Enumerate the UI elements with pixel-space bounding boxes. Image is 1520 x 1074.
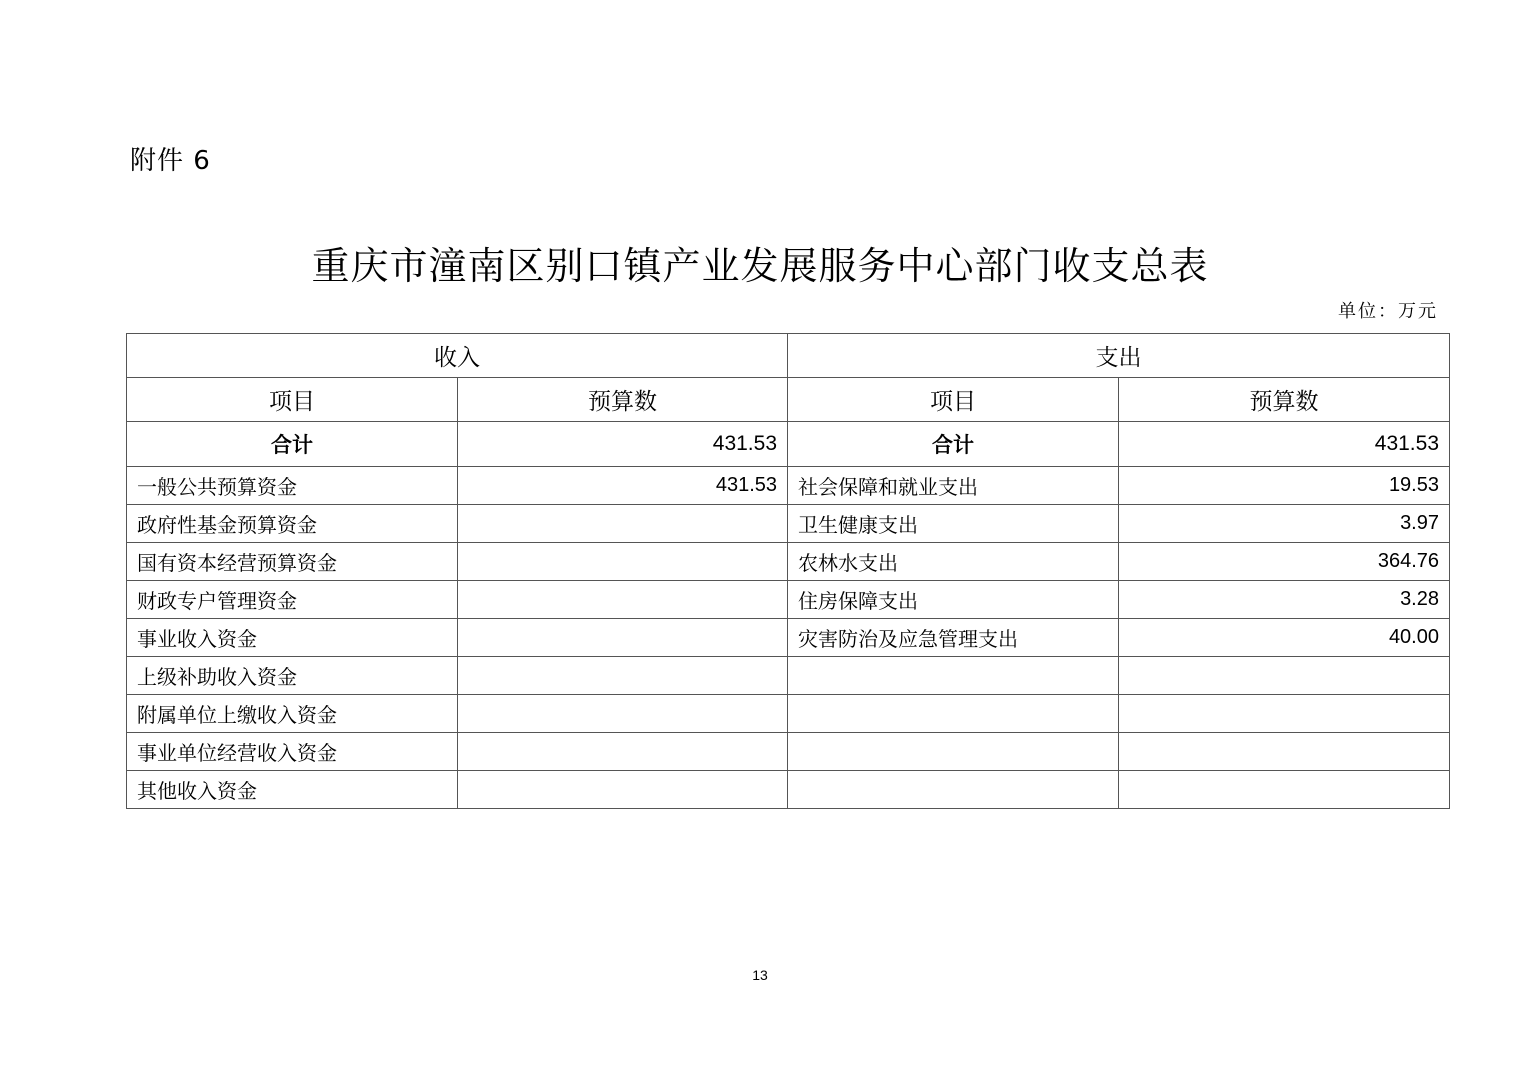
income-item-cell: 政府性基金预算资金 <box>127 505 458 543</box>
table-row <box>127 581 1450 619</box>
page-number: 13 <box>752 967 768 983</box>
expense-value-cell <box>1119 695 1450 733</box>
income-item-column-header: 项目 <box>127 378 458 422</box>
income-total-label: 合计 <box>127 422 458 467</box>
income-value-cell <box>458 771 788 809</box>
table-row <box>127 771 1450 809</box>
table-row <box>127 467 1450 505</box>
income-budget-column-header: 预算数 <box>458 378 788 422</box>
income-item-cell: 财政专户管理资金 <box>127 581 458 619</box>
expense-item-cell <box>788 771 1119 809</box>
expense-item-cell: 卫生健康支出 <box>788 505 1119 543</box>
income-item-cell: 国有资本经营预算资金 <box>127 543 458 581</box>
expense-total-label: 合计 <box>788 422 1119 467</box>
income-header: 收入 <box>127 334 788 378</box>
header-row-sections <box>127 334 1450 378</box>
table-row <box>127 695 1450 733</box>
income-value-cell <box>458 695 788 733</box>
table-row <box>127 733 1450 771</box>
expense-value-cell <box>1119 771 1450 809</box>
expense-item-cell <box>788 733 1119 771</box>
total-row <box>127 422 1450 467</box>
table-row <box>127 505 1450 543</box>
unit-label: 单位：万元 <box>1338 301 1438 322</box>
budget-table <box>126 333 1450 809</box>
expense-item-column-header: 项目 <box>788 378 1119 422</box>
expense-value-cell: 3.28 <box>1119 581 1450 619</box>
expense-value-cell: 3.97 <box>1119 505 1450 543</box>
expense-total-value: 431.53 <box>1119 422 1450 467</box>
income-value-cell <box>458 657 788 695</box>
income-total-value: 431.53 <box>458 422 788 467</box>
expense-item-cell <box>788 657 1119 695</box>
income-item-cell: 事业单位经营收入资金 <box>127 733 458 771</box>
income-value-cell <box>458 543 788 581</box>
expense-budget-column-header: 预算数 <box>1119 378 1450 422</box>
page-title: 重庆市潼南区别口镇产业发展服务中心部门收支总表 <box>311 244 1209 288</box>
expense-item-cell: 灾害防治及应急管理支出 <box>788 619 1119 657</box>
income-value-cell: 431.53 <box>458 467 788 505</box>
expense-value-cell: 19.53 <box>1119 467 1450 505</box>
expense-item-cell: 社会保障和就业支出 <box>788 467 1119 505</box>
income-value-cell <box>458 619 788 657</box>
attachment-label: 附件 6 <box>130 146 211 176</box>
expense-header: 支出 <box>788 334 1450 378</box>
income-item-cell: 附属单位上缴收入资金 <box>127 695 458 733</box>
expense-value-cell: 40.00 <box>1119 619 1450 657</box>
income-item-cell: 事业收入资金 <box>127 619 458 657</box>
income-value-cell <box>458 581 788 619</box>
expense-value-cell: 364.76 <box>1119 543 1450 581</box>
table-row <box>127 543 1450 581</box>
expense-item-cell <box>788 695 1119 733</box>
income-item-cell: 上级补助收入资金 <box>127 657 458 695</box>
header-row-columns <box>127 378 1450 422</box>
income-item-cell: 其他收入资金 <box>127 771 458 809</box>
table-row <box>127 619 1450 657</box>
income-value-cell <box>458 505 788 543</box>
expense-item-cell: 农林水支出 <box>788 543 1119 581</box>
expense-item-cell: 住房保障支出 <box>788 581 1119 619</box>
table-row <box>127 657 1450 695</box>
income-value-cell <box>458 733 788 771</box>
expense-value-cell <box>1119 657 1450 695</box>
expense-value-cell <box>1119 733 1450 771</box>
income-item-cell: 一般公共预算资金 <box>127 467 458 505</box>
